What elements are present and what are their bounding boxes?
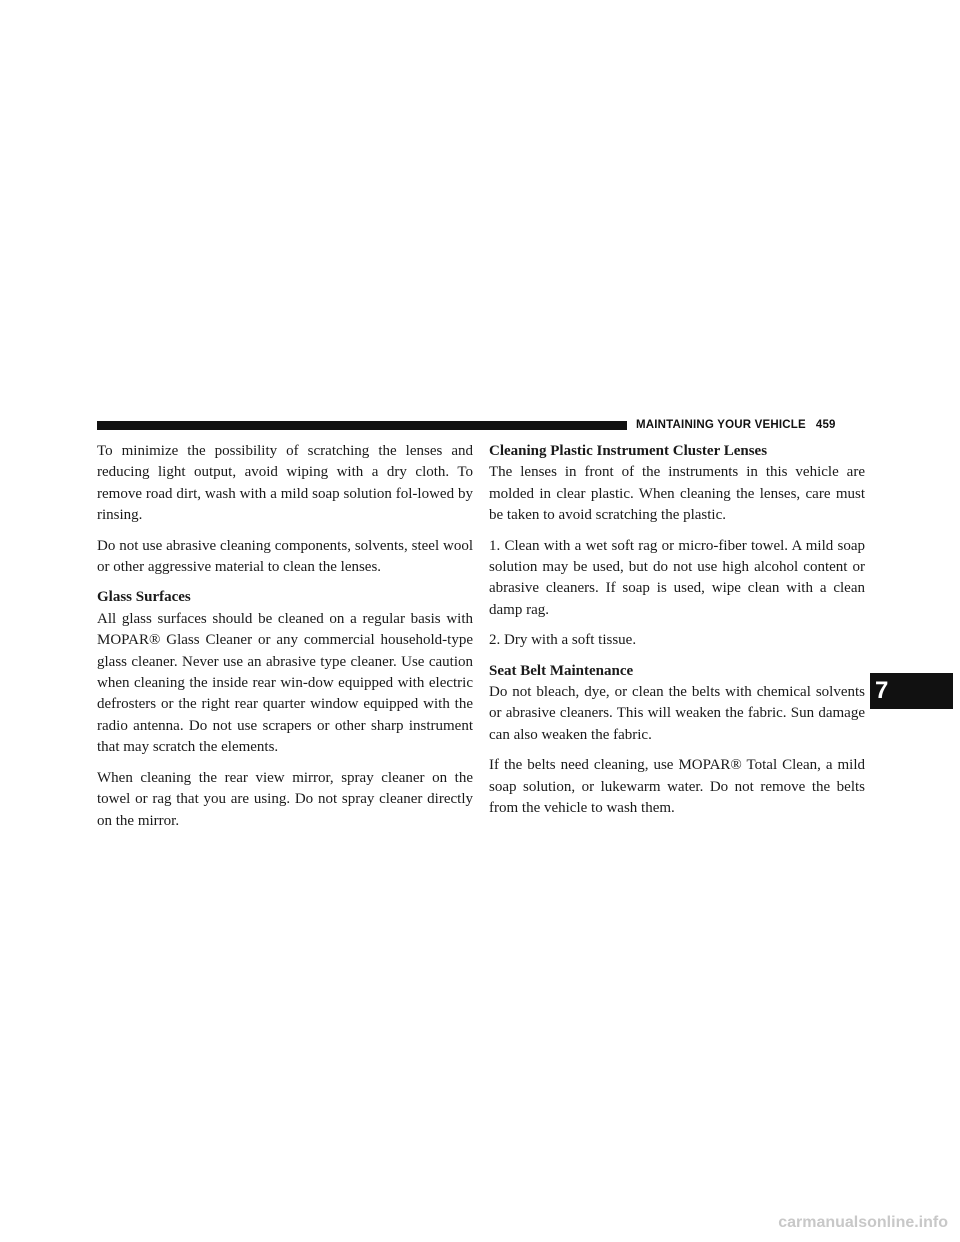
left-column — [97, 441, 473, 841]
running-header — [636, 418, 836, 432]
seat-belt-heading: Seat Belt Maintenance — [489, 662, 634, 679]
glass-paragraph-1: All glass surfaces should be cleaned on a regular basis with MOPAR® Glass Cleaner or any commercial household-type glass cleaner. Never use an abrasive type cleaner. Use caution when cleaning the inside rear win-dow equipped with electric defrosters or the right rear quarter window equipped with the radio antenna. Do not use scrapers or other sharp instrument that may scratch the elements. — [97, 610, 473, 756]
belt-paragraph-1: Do not bleach, dye, or clean the belts with chemical solvents or abrasive cleaners. This will weaken the fabric. Sun damage can also weaken the fabric. — [489, 684, 865, 743]
glass-paragraph-2: When cleaning the rear view mirror, spray cleaner on the towel or rag that you are using. Do not spray cleaner directly on the mirror. — [97, 769, 473, 829]
section-title: MAINTAINING YOUR VEHICLE — [636, 419, 806, 431]
cluster-step-1: 1. Clean with a wet soft rag or micro-fiber towel. A mild soap solution may be used, but do not use high alcohol content or abrasive cleaners. If soap is used, wipe clean with a clean damp rag. — [489, 537, 865, 618]
lens-paragraph-2: Do not use abrasive cleaning components, solvents, steel wool or other aggressive material to clean the lenses. — [97, 537, 473, 576]
lens-paragraph-1: To minimize the possibility of scratching the lenses and reducing light output, avoid wiping with a dry cloth. To remove road dirt, wash with a mild soap solution fol-lowed by rinsing. — [97, 443, 473, 524]
watermark-text: carmanualsonline.info — [778, 1214, 948, 1231]
page-number: 459 — [815, 419, 836, 431]
header-rule — [97, 421, 627, 430]
belt-paragraph-2: If the belts need cleaning, use MOPAR® Total Clean, a mild soap solution, or lukewarm water. Do not remove the belts from the vehicle to wash them. — [489, 757, 865, 817]
glass-surfaces-heading: Glass Surfaces — [97, 589, 191, 606]
cluster-lenses-heading: Cleaning Plastic Instrument Cluster Lenses — [489, 443, 768, 459]
right-column — [489, 441, 865, 829]
cluster-step-2: 2. Dry with a soft tissue. — [489, 632, 637, 649]
cluster-paragraph-1: The lenses in front of the instruments in this vehicle are molded in clear plastic. When cleaning the lenses, care must be taken to avoid scratching the plastic. — [489, 464, 865, 524]
chapter-tab: 7 — [870, 673, 953, 709]
